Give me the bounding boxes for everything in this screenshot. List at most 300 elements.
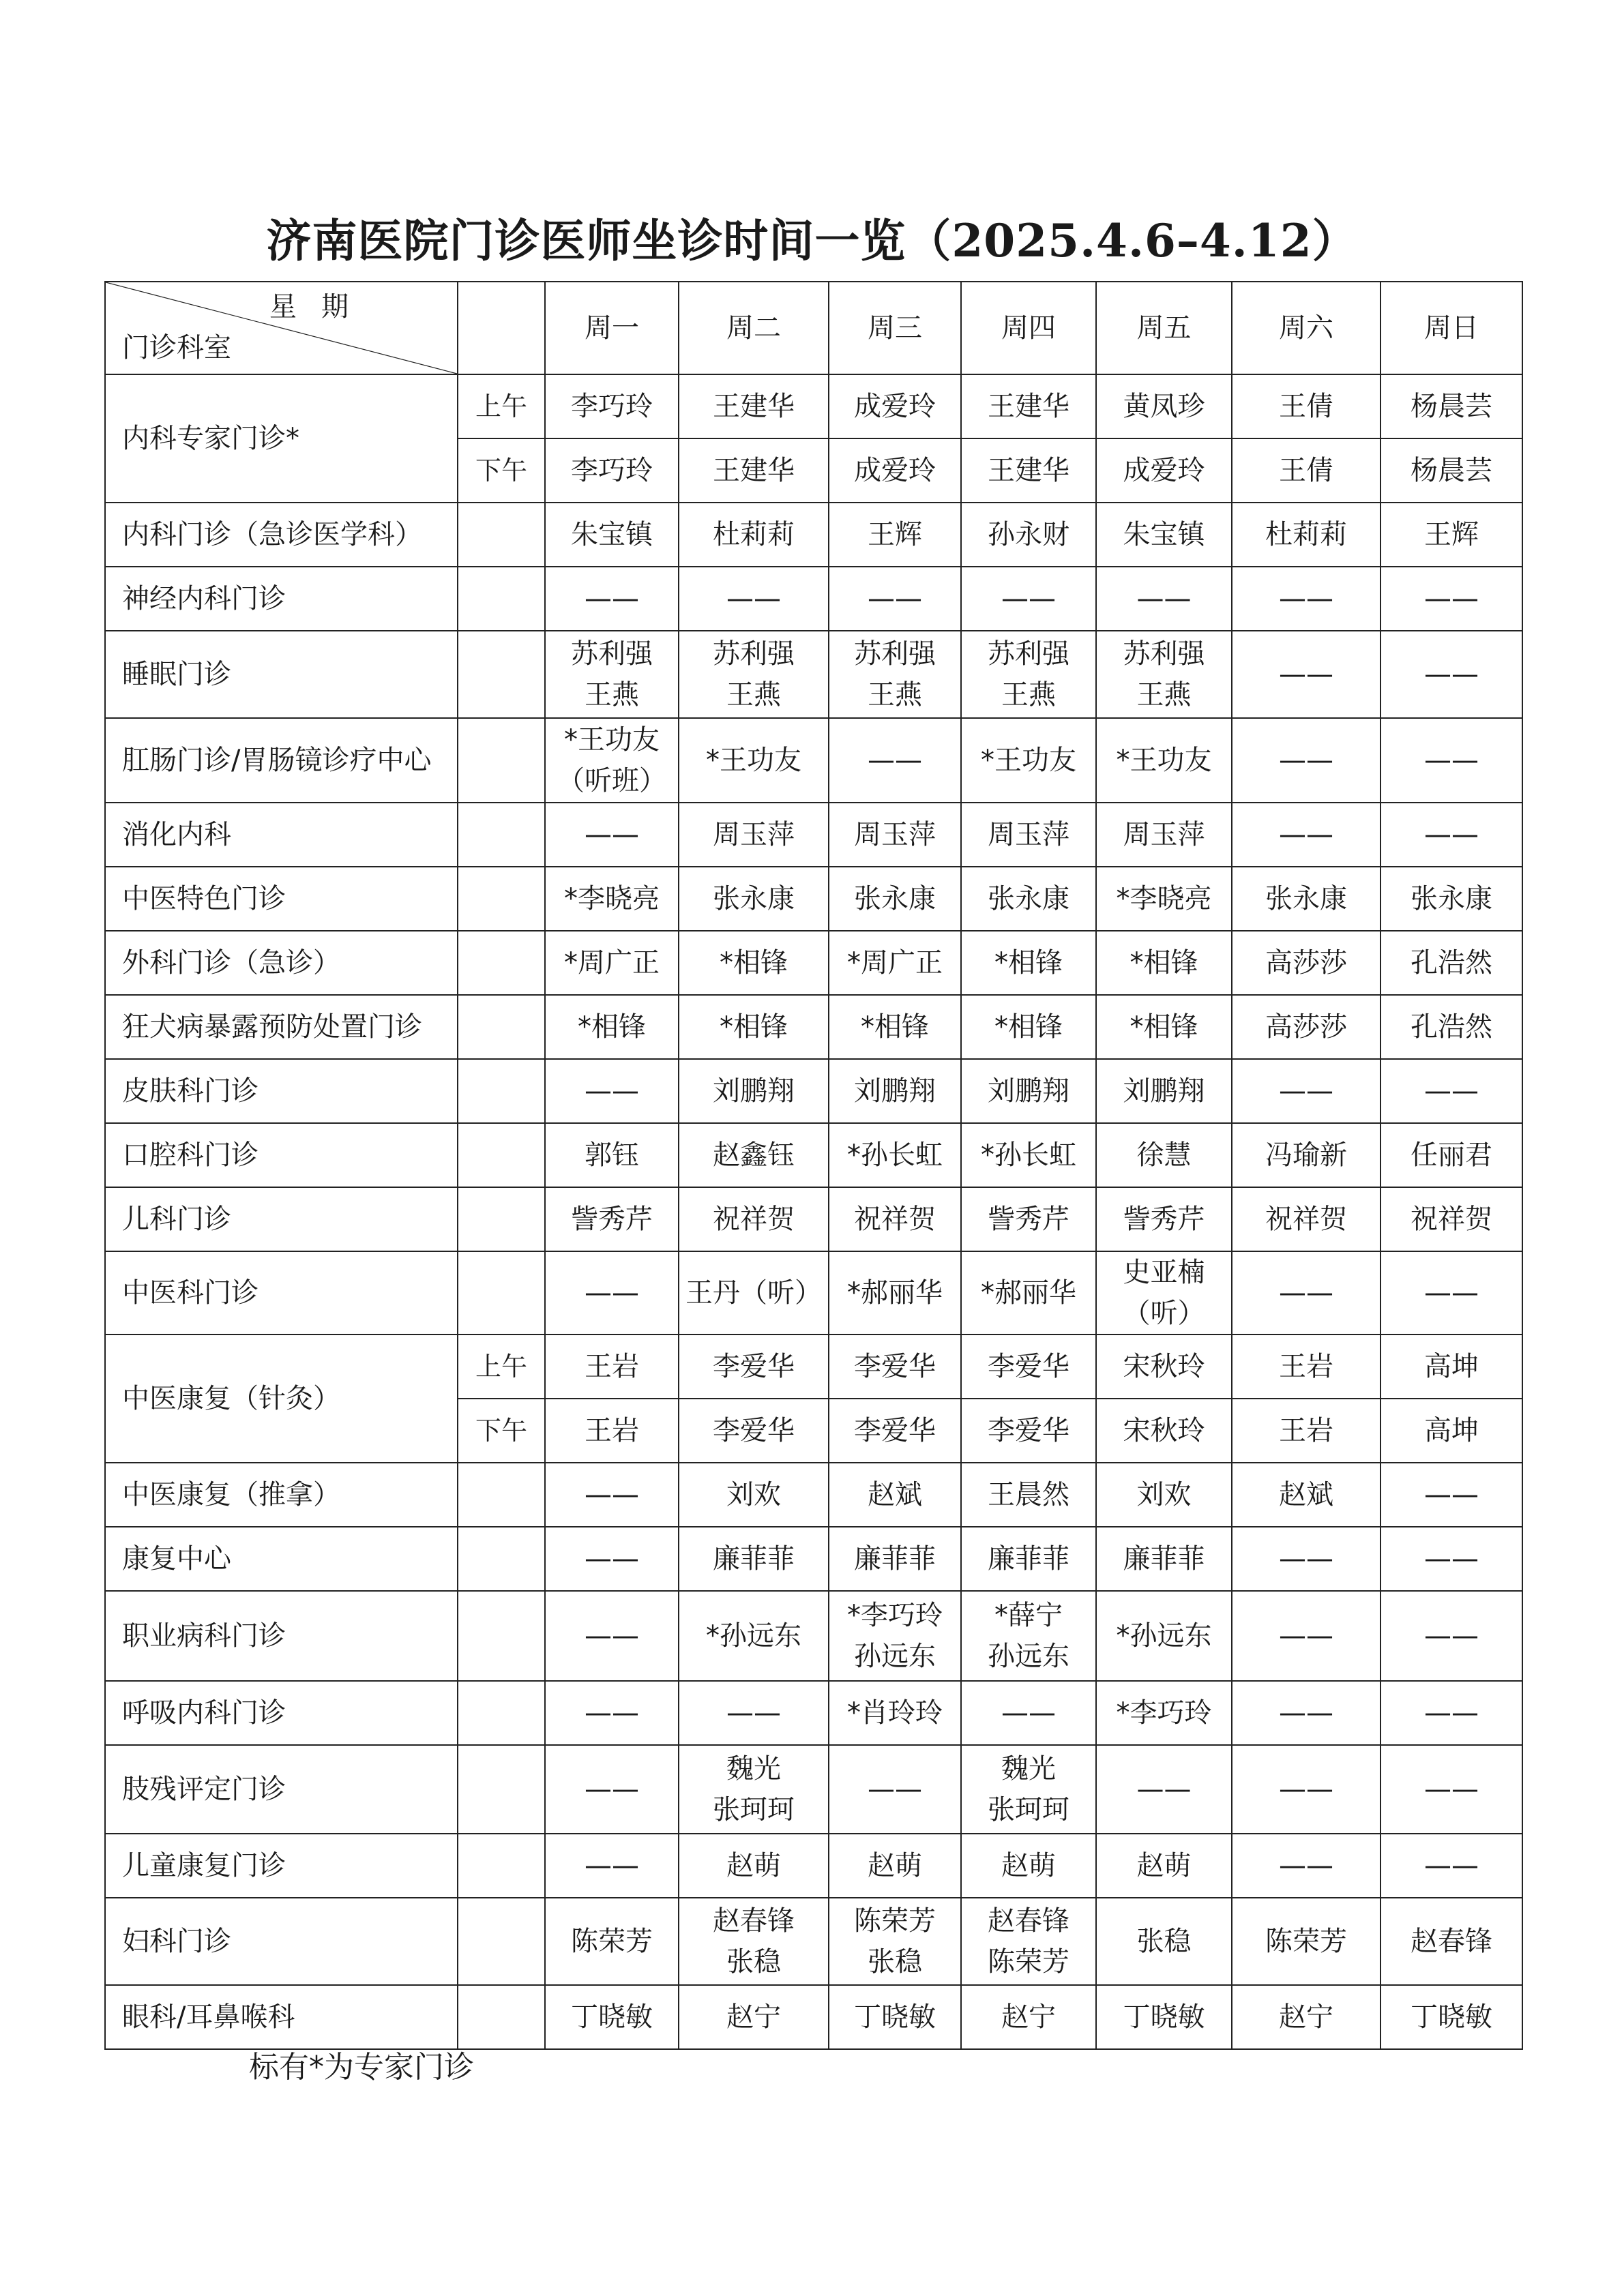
schedule-cell [961,374,1096,438]
schedule-cell [829,995,961,1059]
schedule-cell [1096,631,1232,718]
schedule-cell [545,995,679,1059]
doctor-name: 丁晓敏 [1411,2001,1492,2033]
schedule-cell [679,867,829,931]
doctor-name: —— [1279,745,1333,776]
doctor-name: *周广正 [564,947,660,979]
doctor-name: —— [1424,659,1479,690]
schedule-cell [545,1834,679,1898]
schedule-cell [679,1985,829,2049]
doctor-name: *郝丽华 [847,1277,943,1309]
doctor-name: *王功友 [981,745,1076,776]
day-header: 周五 [1096,282,1232,374]
department-row [105,1745,1522,1834]
schedule-cell [829,1591,961,1681]
schedule-cell [961,1745,1096,1834]
schedule-body [105,374,1522,2049]
schedule-cell [679,931,829,995]
doctor-name: *相锋 [578,1011,646,1043]
schedule-cell [545,1335,679,1399]
period-cell [458,1681,545,1745]
schedule-cell [829,438,961,503]
schedule-cell [1381,1834,1522,1898]
department-name: 外科门诊（急诊） [105,931,458,995]
doctor-name: 祝祥贺 [713,1204,795,1235]
header-row [105,282,1522,374]
doctor-name: 王倩 [1279,391,1333,422]
doctor-name: 祝祥贺 [1265,1204,1347,1235]
department-row [105,1681,1522,1745]
schedule-cell [829,867,961,931]
doctor-name: 王岩 [1279,1351,1333,1382]
doctor-name: *王功友 [1116,745,1212,776]
doctor-name: —— [1424,1075,1479,1107]
doctor-name: 刘欢 [1136,1479,1192,1510]
doctor-name: *肖玲玲 [847,1697,943,1729]
period-cell [458,867,545,931]
schedule-cell [1096,1591,1232,1681]
department-row [105,374,1522,438]
schedule-cell [961,718,1096,803]
doctor-name: —— [1136,1774,1192,1805]
doctor-name: *李晓亮 [564,883,660,914]
schedule-cell [545,1898,679,1985]
doctor-name: 周玉萍 [1123,819,1205,850]
doctor-name: *李晓亮 [1116,883,1212,914]
schedule-cell [1232,1399,1381,1463]
doctor-name: *相锋 [720,1011,788,1043]
doctor-name: 王岩 [1279,1415,1333,1446]
schedule-cell [679,1059,829,1123]
doctor-name: —— [1279,1277,1333,1309]
schedule-cell [1232,1059,1381,1123]
doctor-name: 赵萌 [1001,1850,1056,1881]
schedule-cell [545,803,679,867]
department-name: 肛肠门诊/胃肠镜诊疗中心 [105,718,458,803]
doctor-name: 王辉 [1424,519,1479,550]
doctor-name: 王建华 [713,455,795,486]
period-cell [458,1527,545,1591]
doctor-name: 訾秀芹 [988,1204,1069,1235]
doctor-name: 高坤 [1424,1415,1479,1446]
schedule-cell [961,631,1096,718]
doctor-name: 张稳 [868,1946,922,1978]
corner-header-cell [105,282,458,374]
doctor-name: —— [1424,1277,1479,1309]
schedule-cell [1232,503,1381,567]
doctor-name: 王燕 [1136,679,1192,711]
doctor-name: *李巧玲 [1116,1697,1212,1729]
doctor-name: 苏利强 [988,638,1069,670]
department-row [105,718,1522,803]
doctor-name: —— [585,1620,639,1652]
schedule-cell [829,718,961,803]
period-cell [458,931,545,995]
schedule-cell [1381,1251,1522,1335]
doctor-name: *相锋 [1130,947,1198,979]
schedule-cell [1381,1591,1522,1681]
period-cell [458,1834,545,1898]
doctor-name: —— [1279,659,1333,690]
schedule-cell [1096,1745,1232,1834]
doctor-name: 赵宁 [726,2001,781,2033]
doctor-name: 王燕 [585,679,639,711]
doctor-name: 王建华 [988,391,1069,422]
doctor-name: —— [1279,583,1333,614]
doctor-name: 张永康 [1411,883,1492,914]
doctor-name: —— [1136,583,1192,614]
doctor-name: （听班） [557,765,666,796]
doctor-name: *相锋 [720,947,788,979]
schedule-cell [545,438,679,503]
doctor-name: *王功友 [706,745,801,776]
doctor-name: —— [726,583,781,614]
doctor-name: *孙远东 [706,1620,801,1652]
department-row [105,1335,1522,1399]
schedule-cell [1381,503,1522,567]
doctor-name: —— [585,1850,639,1881]
doctor-name: *相锋 [1130,1011,1198,1043]
schedule-cell [1232,1985,1381,2049]
period-cell [458,1898,545,1985]
schedule-cell [1232,867,1381,931]
department-row [105,803,1522,867]
department-name: 皮肤科门诊 [105,1059,458,1123]
period-cell [458,503,545,567]
schedule-cell [1381,1681,1522,1745]
doctor-name: 高莎莎 [1265,947,1347,979]
doctor-name: 王倩 [1279,455,1333,486]
schedule-cell [1381,931,1522,995]
schedule-cell [1381,1745,1522,1834]
doctor-name: 赵萌 [868,1850,922,1881]
doctor-name: 成爱玲 [1123,455,1205,486]
doctor-name: 苏利强 [571,638,653,670]
schedule-cell [679,1123,829,1187]
schedule-cell [545,567,679,631]
schedule-cell [545,1059,679,1123]
department-row [105,503,1522,567]
doctor-name: 祝祥贺 [1411,1204,1492,1235]
period-label: 下午 [458,1399,545,1463]
schedule-cell [961,1985,1096,2049]
schedule-cell [679,718,829,803]
schedule-cell [1232,803,1381,867]
doctor-name: 史亚楠 [1123,1257,1205,1288]
schedule-cell [1096,867,1232,931]
doctor-name: 李爱华 [713,1415,795,1446]
department-row [105,867,1522,931]
schedule-cell [961,1251,1096,1335]
department-name: 内科专家门诊* [105,374,458,503]
schedule-cell [1096,1834,1232,1898]
period-cell [458,1745,545,1834]
schedule-cell [829,1335,961,1399]
schedule-cell [829,1059,961,1123]
schedule-cell [545,1399,679,1463]
doctor-name: 孔浩然 [1411,1011,1492,1043]
doctor-name: 孙永财 [988,519,1069,550]
department-row [105,1059,1522,1123]
schedule-cell [1232,1527,1381,1591]
doctor-name: 杨晨芸 [1411,391,1492,422]
department-name: 呼吸内科门诊 [105,1681,458,1745]
doctor-name: 廉菲菲 [988,1543,1069,1575]
schedule-cell [1381,631,1522,718]
doctor-name: 苏利强 [1123,638,1205,670]
doctor-name: 王岩 [585,1415,639,1446]
doctor-name: *孙远东 [1116,1620,1212,1652]
doctor-name: 张永康 [988,883,1069,914]
schedule-cell [1232,1335,1381,1399]
doctor-name: 李爱华 [988,1351,1069,1382]
doctor-name: 苏利强 [713,638,795,670]
doctor-name: —— [1279,1075,1333,1107]
doctor-name: 冯瑜新 [1265,1139,1347,1171]
schedule-table [104,281,1523,2050]
period-cell [458,718,545,803]
department-name: 内科门诊（急诊医学科） [105,503,458,567]
schedule-cell [961,1123,1096,1187]
doctor-name: 朱宝镇 [571,519,653,550]
doctor-name: 李爱华 [713,1351,795,1382]
doctor-name: 张珂珂 [713,1794,795,1825]
schedule-cell [1232,567,1381,631]
schedule-cell [1232,438,1381,503]
schedule-cell [679,1898,829,1985]
doctor-name: —— [1279,1543,1333,1575]
department-row [105,1123,1522,1187]
schedule-cell [1232,931,1381,995]
doctor-name: 孔浩然 [1411,947,1492,979]
doctor-name: 刘鹏翔 [988,1075,1069,1107]
schedule-cell [545,1123,679,1187]
period-cell [458,1187,545,1251]
department-row [105,631,1522,718]
day-header: 周四 [961,282,1096,374]
doctor-name: —— [1424,819,1479,850]
department-row [105,931,1522,995]
schedule-cell [1381,1335,1522,1399]
doctor-name: 訾秀芹 [1123,1204,1205,1235]
schedule-cell [829,374,961,438]
schedule-cell [829,1745,961,1834]
schedule-cell [545,867,679,931]
schedule-cell [1232,1834,1381,1898]
doctor-name: *相锋 [861,1011,929,1043]
doctor-name: 孙远东 [988,1641,1069,1672]
doctor-name: 赵萌 [1136,1850,1192,1881]
schedule-cell [829,503,961,567]
schedule-cell [1232,1251,1381,1335]
doctor-name: 丁晓敏 [571,2001,653,2033]
department-row [105,1527,1522,1591]
doctor-name: 王建华 [713,391,795,422]
doctor-name: 张永康 [1265,883,1347,914]
schedule-cell [961,1059,1096,1123]
page-title: 济南医院门诊医师坐诊时间一览（2025.4.6–4.12） [266,214,1358,267]
schedule-cell [1096,438,1232,503]
schedule-cell [961,995,1096,1059]
doctor-name: —— [585,1075,639,1107]
schedule-cell [545,1745,679,1834]
schedule-cell [545,503,679,567]
period-cell [458,631,545,718]
period-cell [458,1123,545,1187]
department-row [105,1187,1522,1251]
schedule-cell [1096,374,1232,438]
schedule-cell [545,1985,679,2049]
doctor-name: —— [1279,1620,1333,1652]
doctor-name: *薛宁 [994,1600,1063,1631]
doctor-name: 杜莉莉 [713,519,795,550]
period-cell [458,1059,545,1123]
doctor-name: 陈荣芳 [988,1946,1069,1978]
doctor-name: —— [1279,1774,1333,1805]
doctor-name: 周玉萍 [854,819,936,850]
schedule-cell [1096,1187,1232,1251]
doctor-name: 宋秋玲 [1123,1351,1205,1382]
doctor-name: 孙远东 [854,1641,936,1672]
corner-label-department: 门诊科室 [122,332,231,363]
department-name: 神经内科门诊 [105,567,458,631]
schedule-cell [961,1187,1096,1251]
doctor-name: —— [585,1697,639,1729]
period-label: 上午 [458,1335,545,1399]
doctor-name: 赵斌 [868,1479,922,1510]
doctor-name: —— [1279,819,1333,850]
doctor-name: 陈荣芳 [1265,1926,1347,1957]
period-cell [458,1251,545,1335]
doctor-name: 朱宝镇 [1123,519,1205,550]
schedule-cell [1096,1335,1232,1399]
doctor-name: 苏利强 [854,638,936,670]
schedule-cell [961,1335,1096,1399]
doctor-name: 王丹（听） [685,1277,822,1309]
doctor-name: 李巧玲 [571,391,653,422]
doctor-name: 李爱华 [854,1351,936,1382]
schedule-cell [1232,631,1381,718]
department-name: 中医科门诊 [105,1251,458,1335]
schedule-cell [679,1335,829,1399]
schedule-cell [961,803,1096,867]
doctor-name: 高莎莎 [1265,1011,1347,1043]
doctor-name: 宋秋玲 [1123,1415,1205,1446]
schedule-cell [829,803,961,867]
schedule-cell [679,503,829,567]
doctor-name: 李爱华 [854,1415,936,1446]
doctor-name: 周玉萍 [713,819,795,850]
doctor-name: 王燕 [868,679,922,711]
schedule-cell [679,631,829,718]
department-row [105,1834,1522,1898]
doctor-name: —— [868,1774,922,1805]
schedule-cell [961,438,1096,503]
doctor-name: （听） [1123,1298,1205,1329]
doctor-name: 张永康 [854,883,936,914]
doctor-name: —— [1424,745,1479,776]
schedule-cell [961,931,1096,995]
doctor-name: —— [585,819,639,850]
schedule-cell [1096,1059,1232,1123]
schedule-cell [1381,1187,1522,1251]
doctor-name: —— [1424,1697,1479,1729]
schedule-cell [829,1123,961,1187]
schedule-cell [1096,1123,1232,1187]
department-name: 儿童康复门诊 [105,1834,458,1898]
doctor-name: 赵鑫钰 [713,1139,795,1171]
doctor-name: *周广正 [847,947,943,979]
doctor-name: 赵宁 [1001,2001,1056,2033]
day-header: 周六 [1232,282,1381,374]
doctor-name: 杜莉莉 [1265,519,1347,550]
department-name: 妇科门诊 [105,1898,458,1985]
department-row [105,995,1522,1059]
department-row [105,1591,1522,1681]
doctor-name: —— [868,745,922,776]
schedule-cell [679,1399,829,1463]
department-name: 中医康复（针灸） [105,1335,458,1463]
department-row [105,1251,1522,1335]
schedule-cell [1232,1898,1381,1985]
schedule-cell [829,1898,961,1985]
schedule-cell [1096,931,1232,995]
period-header-cell [458,282,545,374]
doctor-name: 王岩 [585,1351,639,1382]
schedule-cell [961,1898,1096,1985]
schedule-cell [1381,1123,1522,1187]
schedule-cell [961,1399,1096,1463]
doctor-name: 赵春锋 [988,1905,1069,1937]
department-name: 中医特色门诊 [105,867,458,931]
schedule-cell [829,1527,961,1591]
doctor-name: 郭钰 [585,1139,639,1171]
doctor-name: —— [1279,1850,1333,1881]
department-name: 职业病科门诊 [105,1591,458,1681]
doctor-name: 訾秀芹 [571,1204,653,1235]
schedule-cell [829,931,961,995]
schedule-cell [1232,1681,1381,1745]
doctor-name: —— [868,583,922,614]
schedule-cell [545,1463,679,1527]
schedule-cell [961,1681,1096,1745]
day-header: 周三 [829,282,961,374]
doctor-name: *王功友 [564,724,660,756]
schedule-cell [1232,1187,1381,1251]
schedule-cell [679,995,829,1059]
doctor-name: 高坤 [1424,1351,1479,1382]
schedule-cell [1096,803,1232,867]
doctor-name: 王建华 [988,455,1069,486]
period-label: 上午 [458,374,545,438]
doctor-name: *郝丽华 [981,1277,1076,1309]
schedule-cell [1381,1898,1522,1985]
doctor-name: 廉菲菲 [713,1543,795,1575]
period-cell [458,1463,545,1527]
footnote: 标有*为专家门诊 [249,2050,474,2085]
schedule-cell [545,718,679,803]
schedule-cell [961,867,1096,931]
doctor-name: 王晨然 [988,1479,1069,1510]
department-name: 眼科/耳鼻喉科 [105,1985,458,2049]
department-name: 口腔科门诊 [105,1123,458,1187]
schedule-cell [1381,438,1522,503]
day-header: 周一 [545,282,679,374]
schedule-cell [829,1681,961,1745]
doctor-name: 陈荣芳 [854,1905,936,1937]
schedule-cell [829,1463,961,1527]
doctor-name: 赵春锋 [713,1905,795,1937]
